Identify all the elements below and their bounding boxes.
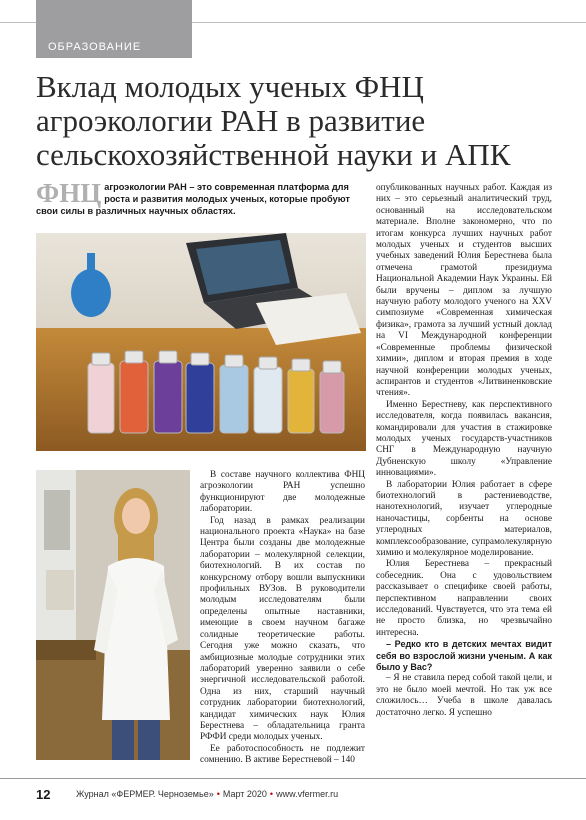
paragraph: – Я не ставила перед собой такой цели, и это не было моей мечтой. Но так уж все сложилось… Учеба в школе давалась достаточно легко. Я успешно (376, 673, 552, 718)
paragraph: Юлия Берестнева – прекрасный собеседник. Она с удовольствием рассказывает о специфике своей работы, перспективном направлении своих исследований. Чувствуется, что эта тема ей не просто близка, но чрезвычайно интересна. (376, 559, 552, 638)
paragraph: Ее работоспособность не подлежит сомнению. В активе Берестневой – 140 (200, 743, 365, 766)
paragraph: Именно Берестневу, как перспективного исследователя, когда появилась вакансия, командировали для участия в стажировке молодых ученых государств-участников СНГ в Международную научную Дубненскую школу «Управление инновациями». (376, 399, 552, 479)
paragraph: опубликованных научных работ. Каждая из них – это серьезный аналитический труд, основанный на исследовательском материале. Вполне закономерно, что по итогам конкурса лучших научных работ молодых ученых и студентов высших учебных заведений Юлия Берестнева была отмечена грамотой президиума Национальной Академии Наук Украины. Ей были вручены – диплом за лучшую научную работу молодого ученого на XXV симпозиуме «Современная химическая физика», грамота за лучший устный доклад на VI Международной конференции «Современные проблемы физической химии», диплом и вторая премия в ходе научной конференции молодых ученых, аспирантов и студентов «Литвиненковские чтения». (376, 183, 552, 399)
page-number: 12 (36, 787, 51, 802)
right-column (376, 183, 552, 719)
paragraph: В составе научного коллектива ФНЦ агроэкологии РАН успешно функционируют две молодежные лаборатории. (200, 470, 365, 515)
issue-date: Март 2020 (222, 789, 267, 799)
article-title: Вклад молодых ученых ФНЦ агроэкологии РАН в развитие сельскохозяйственной науки и АПК (36, 69, 511, 172)
lead-dropcap: ФНЦ (36, 178, 102, 208)
paragraph: Год назад в рамках реализации национального проекта «Наука» на базе Центра были созданы две молодежные лаборатории – молекулярной селекции, биотехнологий. В их состав по конкурсному отбору вошли выпускники профильных ВУЗов. В руководители молодым исследователям были определены опытные наставники, имеющие в своем научном багаже солидные теоретические работы. Сегодня уже можно сказать, что амбициозные молодые сотрудники этих лабораторий уверенно заявили о себе энергичной исследовательской работой. Одна из них, старший научный сотрудник лаборатории биотехнологий, кандидат химических наук Юлия Берестнева – обладательница гранта РФФИ среди молодых ученых. (200, 515, 365, 743)
researcher-photo (36, 470, 190, 760)
article-lead (36, 178, 368, 217)
middle-column (200, 470, 365, 767)
website-link[interactable]: www.vfermer.ru (276, 789, 339, 799)
section-rubric (36, 0, 192, 58)
paragraph: В лаборатории Юлия работает в сфере биотехнологий в растениеводстве, нанотехнологий, изучает углеродные наночастицы, сорбенты на основе углеродных материалов, комплексообразование, супрамолекулярную химию и молекулярное моделирование. (376, 479, 552, 558)
lead-text: агроэкологии РАН – это современная платформа для роста и развития молодых ученых, которые пробуют свои силы в различных научных областях. (36, 182, 350, 216)
footer-credits (76, 789, 338, 799)
lab-vials-photo (36, 233, 366, 451)
magazine-name: Журнал «ФЕРМЕР. Черноземье» (76, 789, 214, 799)
footer-separator: • (216, 789, 220, 799)
footer-separator: • (269, 789, 274, 799)
footer-rule (0, 778, 586, 779)
rubric-label: ОБРАЗОВАНИЕ (48, 41, 142, 53)
interview-question: – Редко кто в детских мечтах видит себя во взрослой жизни ученым. А как было у Вас? (376, 639, 552, 673)
